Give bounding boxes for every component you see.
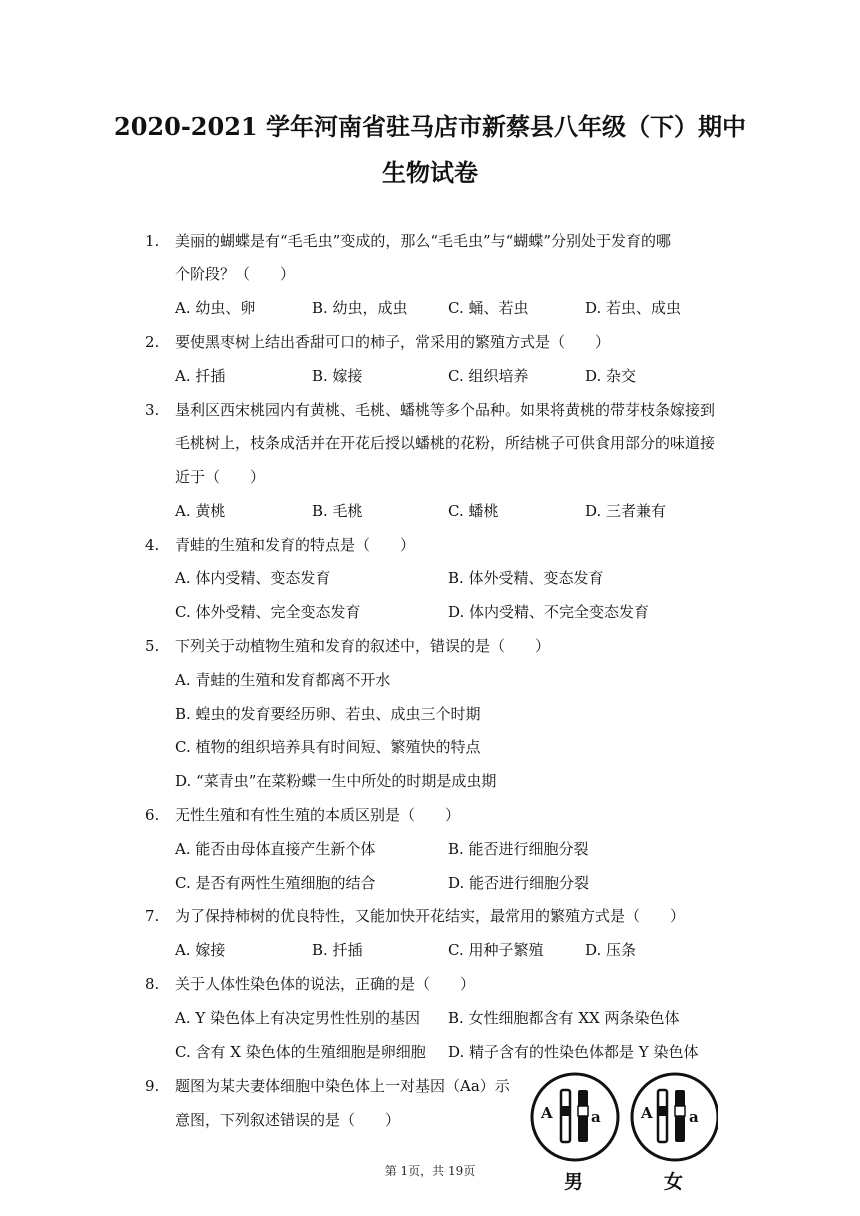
q5-option-d: D. “菜青虫”在菜粉蝶一生中所处的时期是成虫期 [175, 772, 497, 790]
q4-option-d: D. 体内受精、不完全变态发育 [448, 603, 650, 621]
title-line-1: 2020-2021 学年河南省驻马店市新蔡县八年级（下）期中 [114, 112, 746, 141]
q4-number: 4. [145, 536, 160, 554]
male-cell [532, 1074, 618, 1160]
female-gene-a: a [689, 1108, 699, 1126]
q3-stem-line3: 近于（ ） [175, 468, 266, 486]
q6-option-b: B. 能否进行细胞分裂 [448, 840, 589, 858]
q4-stem-line1: 青蛙的生殖和发育的特点是（ ） [175, 536, 416, 554]
q6-option-c: C. 是否有两性生殖细胞的结合 [175, 874, 376, 892]
q6-option-d: D. 能否进行细胞分裂 [448, 874, 590, 892]
q8-option-d: D. 精子含有的性染色体都是 Y 染色体 [448, 1043, 699, 1061]
q9-stem-line2: 意图，下列叙述错误的是（ ） [175, 1111, 401, 1129]
male-gene-A: A [541, 1104, 553, 1122]
q3-number: 3. [145, 401, 160, 419]
q1-stem-line2: 个阶段？（ ） [175, 265, 296, 283]
q2-option-d: D. 杂交 [585, 367, 637, 385]
q7-option-b: B. 扦插 [312, 941, 363, 959]
q8-option-b: B. 女性细胞都含有 XX 两条染色体 [448, 1009, 680, 1027]
q9-stem-line1: 题图为某夫妻体细胞中染色体上一对基因（Aa）示 [175, 1077, 510, 1095]
female-cell [632, 1074, 718, 1160]
q2-number: 2. [145, 333, 160, 351]
q1-stem-line1: 美丽的蝴蝶是有“毛毛虫”变成的，那么“毛毛虫”与“蝴蝶”分别处于发育的哪 [175, 232, 672, 250]
q7-option-a: A. 嫁接 [175, 941, 226, 959]
q5-stem-line1: 下列关于动植物生殖和发育的叙述中，错误的是（ ） [175, 637, 551, 655]
q2-stem-line1: 要使黑枣树上结出香甜可口的柿子，常采用的繁殖方式是（ ） [175, 333, 611, 351]
q5-option-b: B. 蝗虫的发育要经历卵、若虫、成虫三个时期 [175, 705, 481, 723]
title-line-2: 生物试卷 [382, 158, 478, 187]
q8-number: 8. [145, 975, 160, 993]
q8-option-a: A. Y 染色体上有决定男性性别的基因 [175, 1009, 421, 1027]
q7-option-d: D. 压条 [585, 941, 637, 959]
q1-option-b: B. 幼虫，成虫 [312, 299, 408, 317]
q1-number: 1. [145, 232, 160, 250]
q4-option-a: A. 体内受精、变态发育 [175, 569, 331, 587]
q1-option-c: C. 蛹、若虫 [448, 299, 529, 317]
q4-option-b: B. 体外受精、变态发育 [448, 569, 604, 587]
male-gene-a: a [591, 1108, 601, 1126]
q2-option-b: B. 嫁接 [312, 367, 363, 385]
q5-option-a: A. 青蛙的生殖和发育都离不开水 [175, 671, 391, 689]
q3-option-a: A. 黄桃 [175, 502, 226, 520]
q8-option-c: C. 含有 X 染色体的生殖细胞是卵细胞 [175, 1043, 426, 1061]
q3-option-b: B. 毛桃 [312, 502, 363, 520]
q6-stem-line1: 无性生殖和有性生殖的本质区别是（ ） [175, 806, 461, 824]
q9-number: 9. [145, 1077, 160, 1095]
q6-number: 6. [145, 806, 160, 824]
q2-option-a: A. 扦插 [175, 367, 226, 385]
chromosome-diagram [528, 1068, 718, 1208]
q3-stem-line1: 垦利区西宋桃园内有黄桃、毛桃、蟠桃等多个品种。如果将黄桃的带芽枝条嫁接到 [175, 401, 716, 419]
q7-option-c: C. 用种子繁殖 [448, 941, 544, 959]
male-label: 男 [564, 1171, 584, 1193]
female-gene-A: A [641, 1104, 653, 1122]
q7-stem-line1: 为了保持柿树的优良特性，又能加快开花结实，最常用的繁殖方式是（ ） [175, 907, 686, 925]
q5-number: 5. [145, 637, 160, 655]
q4-option-c: C. 体外受精、完全变态发育 [175, 603, 361, 621]
q1-option-a: A. 幼虫、卵 [175, 299, 256, 317]
q3-option-c: C. 蟠桃 [448, 502, 499, 520]
q3-stem-line2: 毛桃树上，枝条成活并在开花后授以蟠桃的花粉，所结桃子可供食用部分的味道接 [175, 434, 716, 452]
page-footer: 第 1页，共 19页 [384, 1164, 476, 1178]
female-label: 女 [664, 1171, 684, 1193]
q8-stem-line1: 关于人体性染色体的说法，正确的是（ ） [175, 975, 476, 993]
q2-option-c: C. 组织培养 [448, 367, 529, 385]
q6-option-a: A. 能否由母体直接产生新个体 [175, 840, 376, 858]
q5-option-c: C. 植物的组织培养具有时间短、繁殖快的特点 [175, 738, 481, 756]
q7-number: 7. [145, 907, 160, 925]
q3-option-d: D. 三者兼有 [585, 502, 667, 520]
q1-option-d: D. 若虫、成虫 [585, 299, 682, 317]
